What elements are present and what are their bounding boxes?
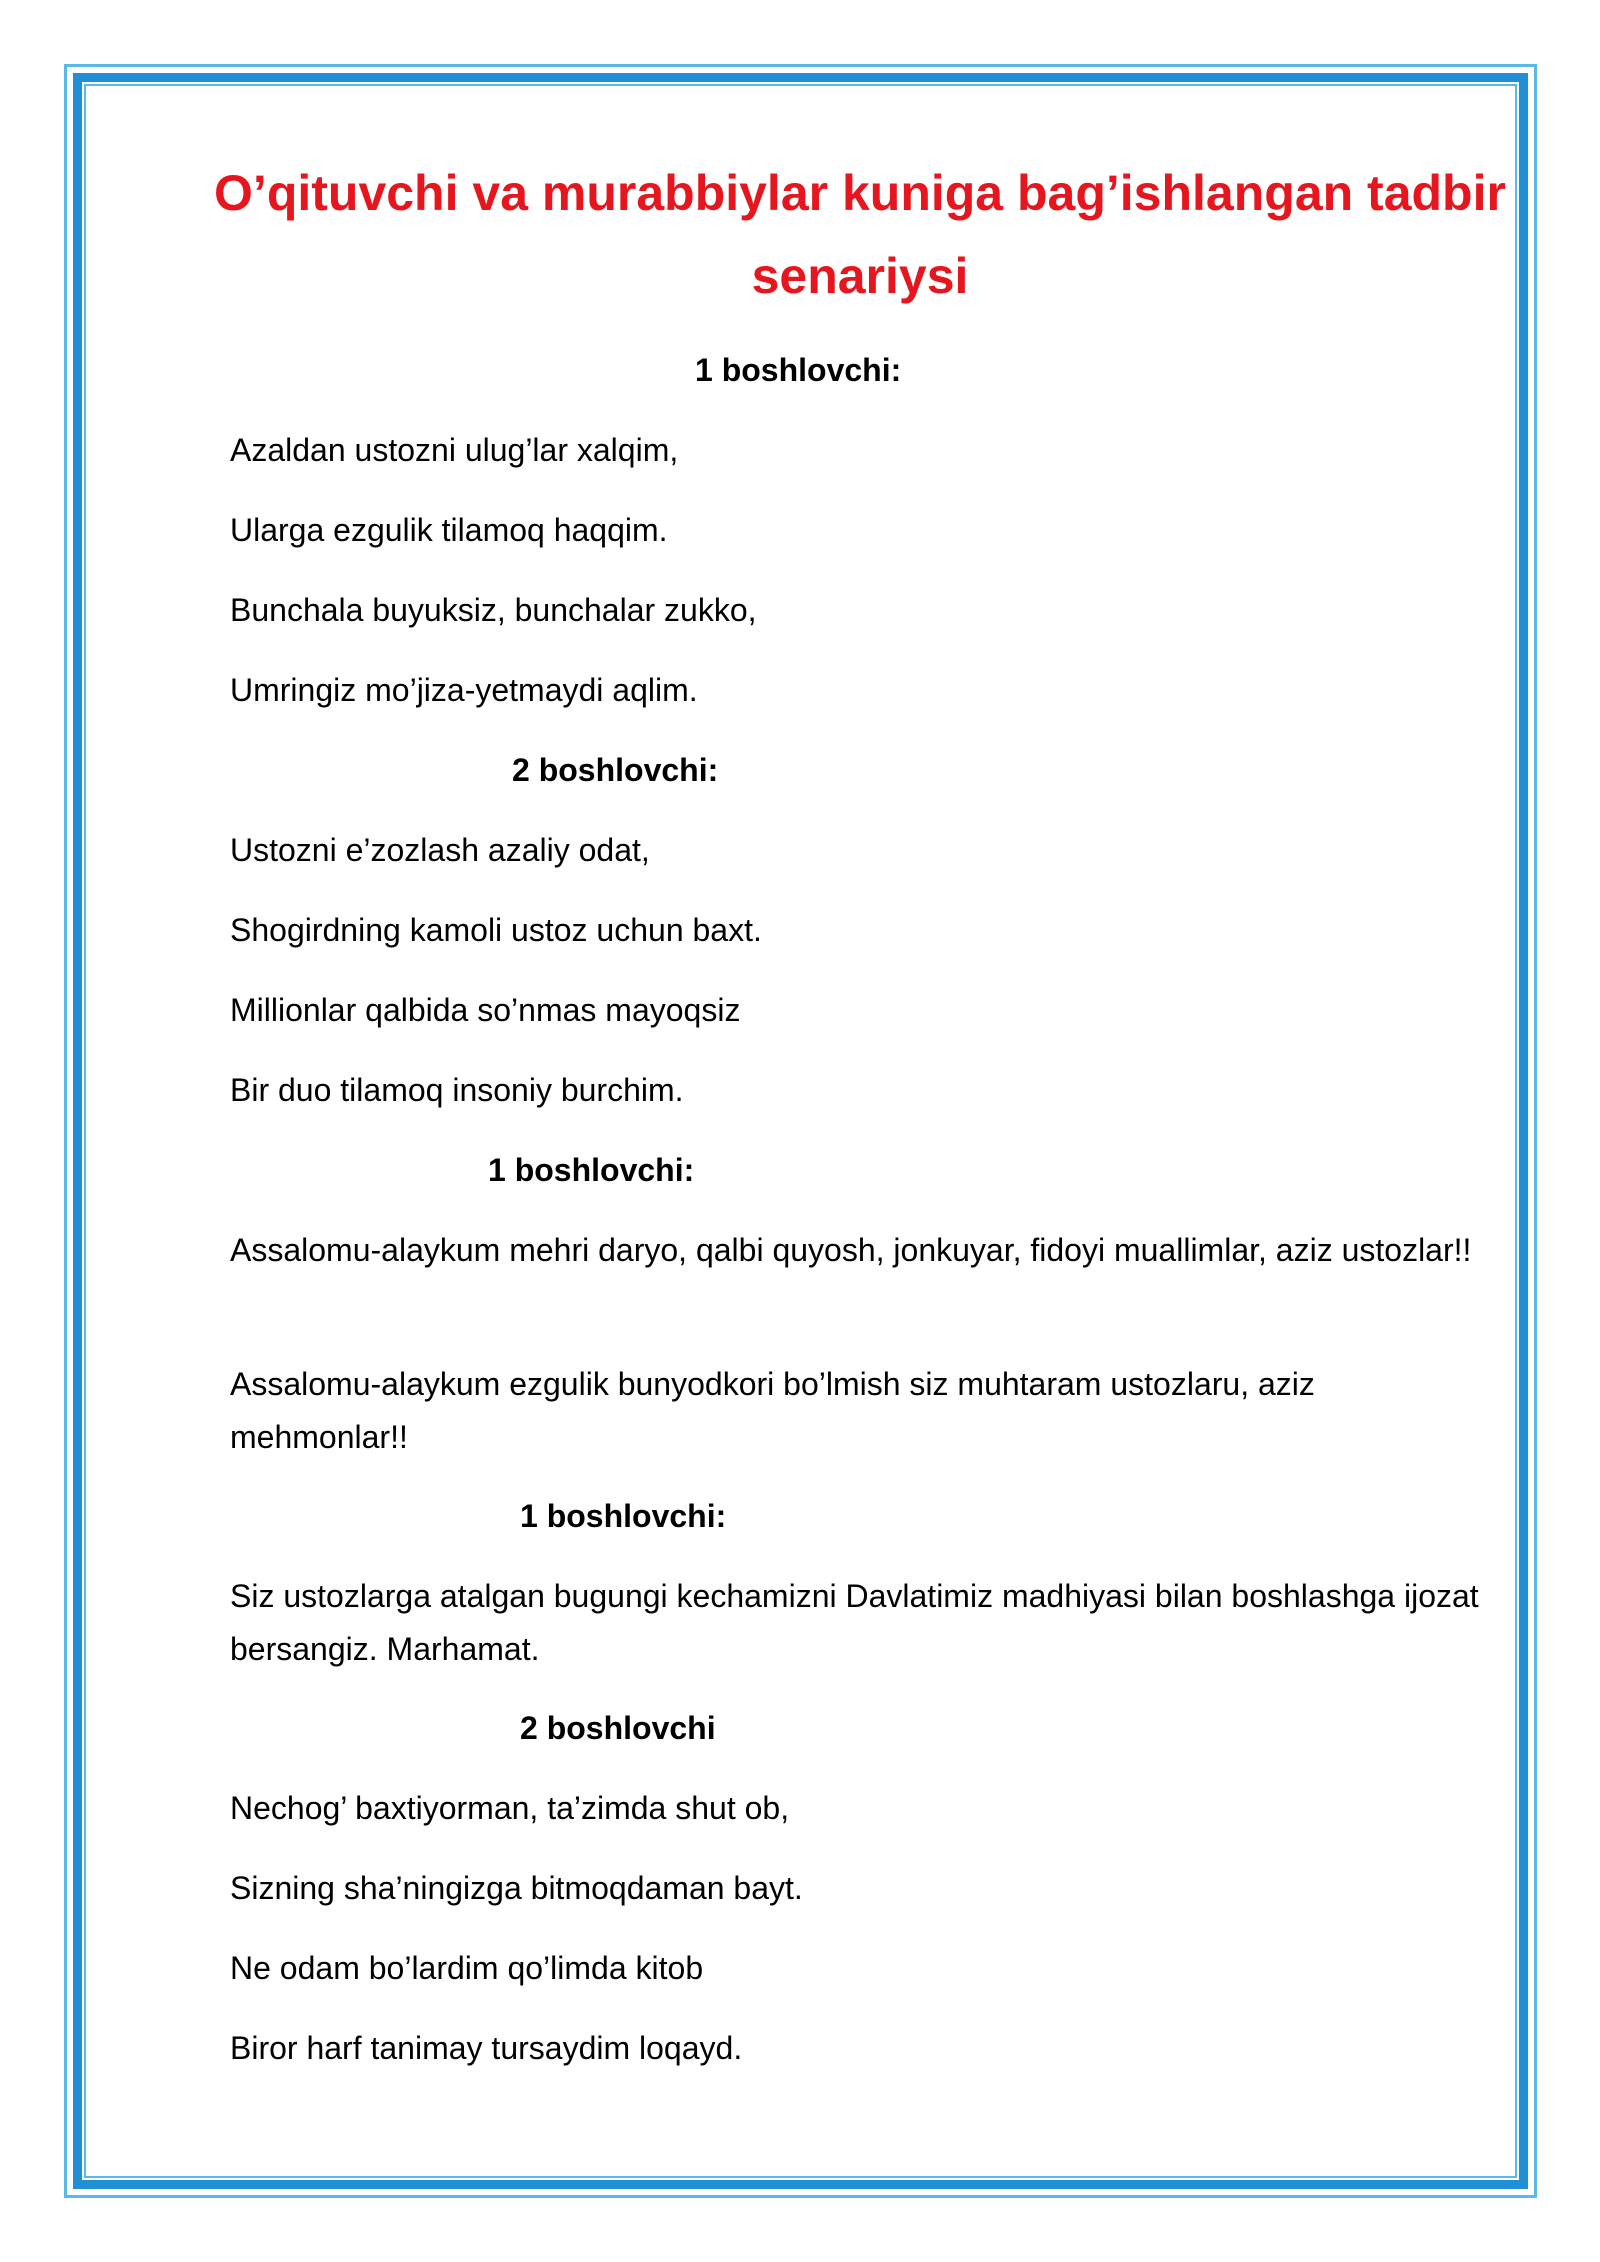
verse-line: Ularga ezgulik tilamoq haqqim. xyxy=(230,512,668,548)
verse-line: Biror harf tanimay tursaydim loqayd. xyxy=(230,2030,743,2066)
verse-line: Ustozni e’zozlash azaliy odat, xyxy=(230,832,650,868)
document-title: O’qituvchi va murabbiylar kuniga bag’ishlangan tadbir senariysi xyxy=(214,165,1506,304)
speaker-heading: 1 boshlovchi: xyxy=(695,352,902,388)
paragraph: Assalomu-alaykum mehri daryo, qalbi quyosh, jonkuyar, fidoyi muallimlar, aziz ustozlar!! xyxy=(230,1232,1472,1268)
verse-line: Nechog’ baxtiyorman, ta’zimda shut ob, xyxy=(230,1790,790,1826)
paragraph: Siz ustozlarga atalgan bugungi kechamizni Davlatimiz madhiyasi bilan boshlashga ijozat bersangiz. Marhamat. xyxy=(230,1578,1479,1667)
verse-line: Shogirdning kamoli ustoz uchun baxt. xyxy=(230,912,762,948)
verse-line: Sizning sha’ningizga bitmoqdaman bayt. xyxy=(230,1870,803,1906)
verse-line: Millionlar qalbida so’nmas mayoqsiz xyxy=(230,992,741,1028)
verse-line: Ne odam bo’lardim qo’limda kitob xyxy=(230,1950,704,1986)
verse-line: Bunchala buyuksiz, bunchalar zukko, xyxy=(230,592,757,628)
paragraph: Assalomu-alaykum ezgulik bunyodkori bo’lmish siz muhtaram ustozlaru, aziz mehmonlar!! xyxy=(230,1366,1315,1455)
speaker-heading: 2 boshlovchi xyxy=(520,1710,716,1746)
page-border-inner xyxy=(84,84,1517,2178)
verse-line: Bir duo tilamoq insoniy burchim. xyxy=(230,1072,684,1108)
verse-line: Azaldan ustozni ulug’lar xalqim, xyxy=(230,432,679,468)
speaker-heading: 1 boshlovchi: xyxy=(520,1498,727,1534)
speaker-heading: 1 boshlovchi: xyxy=(488,1152,695,1188)
speaker-heading: 2 boshlovchi: xyxy=(512,752,719,788)
verse-line: Umringiz mo’jiza-yetmaydi aqlim. xyxy=(230,672,698,708)
